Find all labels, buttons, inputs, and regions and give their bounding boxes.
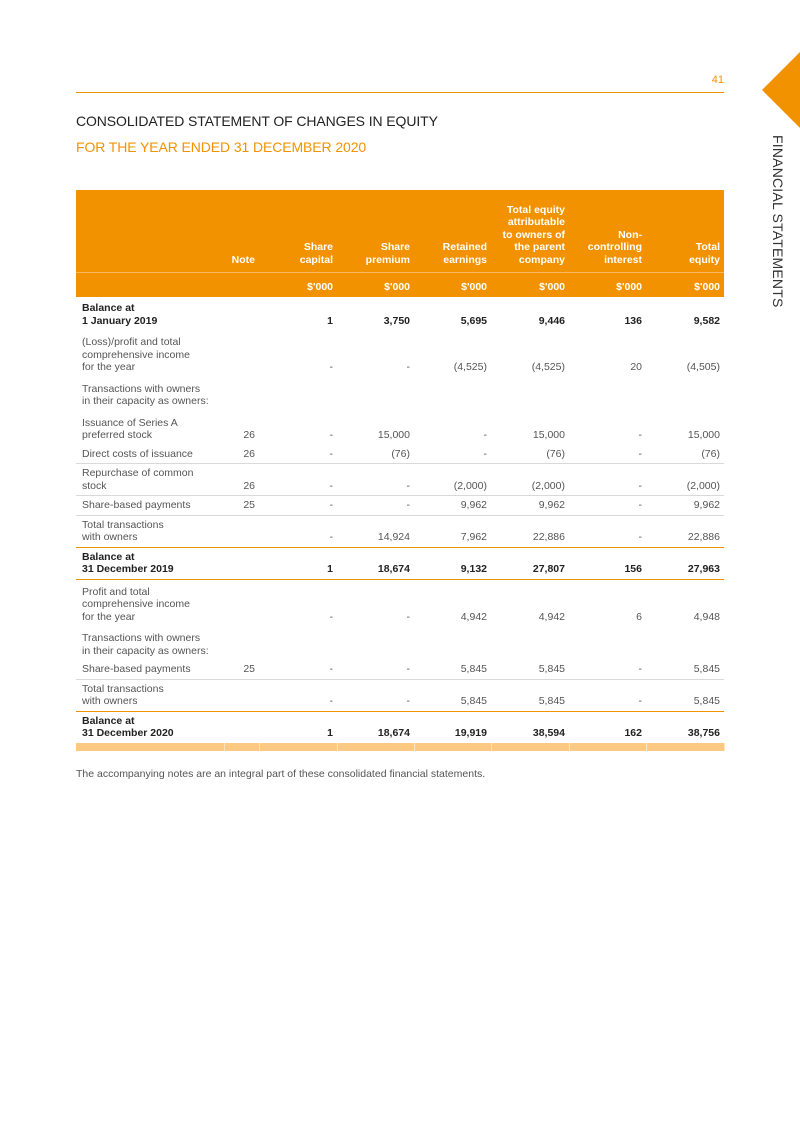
- row-value: 19,919: [454, 727, 487, 739]
- row-value: -: [259, 679, 337, 711]
- row-value: [491, 626, 569, 660]
- footnote: The accompanying notes are an integral part of these consolidated financial statements.: [76, 768, 486, 780]
- units-row: [76, 273, 724, 298]
- row-value: 9,962: [646, 496, 724, 516]
- row-value: (4,525): [453, 361, 487, 373]
- row-value: 7,962: [414, 515, 491, 547]
- page-subtitle: FOR THE YEAR ENDED 31 DECEMBER 2020: [76, 139, 367, 155]
- row-direct-costs: [76, 445, 724, 464]
- row-value: -: [259, 515, 337, 547]
- row-label: Total transactions with owners: [76, 515, 224, 547]
- row-label: Share-based payments: [76, 496, 224, 516]
- row-value: 15,000: [377, 429, 410, 441]
- header-nci: Non- controlling interest: [569, 190, 646, 273]
- row-value: 18,674: [337, 547, 414, 579]
- row-value: 9,132: [414, 547, 491, 579]
- row-label: Repurchase of common stock: [76, 464, 224, 496]
- header-share-capital: Share capital: [259, 190, 337, 273]
- row-share-based-2019: [76, 496, 724, 516]
- row-repurchase-common: [76, 464, 724, 496]
- row-value: 22,886: [646, 515, 724, 547]
- row-value: 5,845: [491, 679, 569, 711]
- row-value: -: [337, 679, 414, 711]
- row-value: (76): [491, 445, 569, 464]
- row-value: -: [329, 361, 333, 373]
- row-value: 5,845: [646, 679, 724, 711]
- row-label: Direct costs of issuance: [76, 445, 224, 464]
- row-value: 136: [624, 314, 642, 327]
- row-value: -: [569, 660, 646, 679]
- unit-cell: $'000: [337, 273, 414, 298]
- row-value: -: [259, 464, 337, 496]
- row-value: [491, 377, 569, 411]
- row-note: 26: [224, 464, 259, 496]
- row-value: 5,845: [491, 660, 569, 679]
- row-value: (76): [646, 445, 724, 464]
- row-label: Profit and total comprehensive income for the year: [82, 585, 190, 623]
- unit-cell: $'000: [491, 273, 569, 298]
- row-label: Transactions with owners in their capacity as owners:: [82, 382, 209, 407]
- row-note: [224, 330, 259, 377]
- row-label: Balance at 31 December 2019: [76, 547, 224, 579]
- row-value: [646, 377, 724, 411]
- row-value: -: [337, 464, 414, 496]
- row-note: 26: [243, 429, 255, 441]
- row-value: [646, 626, 724, 660]
- table-body: [76, 297, 724, 751]
- row-value: -: [337, 496, 414, 516]
- row-transactions-header-2020: [76, 626, 724, 660]
- row-value: 5,845: [414, 679, 491, 711]
- row-value: 4,942: [538, 610, 565, 623]
- row-value: 162: [624, 727, 642, 739]
- row-value: 9,582: [693, 314, 720, 327]
- row-note: 25: [224, 496, 259, 516]
- row-label: Share-based payments: [76, 660, 224, 679]
- row-value: 14,924: [337, 515, 414, 547]
- header-note: Note: [224, 190, 259, 273]
- row-value: 15,000: [687, 429, 720, 441]
- row-value: (2,000): [414, 464, 491, 496]
- header-label-blank: [76, 190, 224, 273]
- row-value: 3,750: [383, 314, 410, 327]
- row-value: -: [569, 515, 646, 547]
- row-value: 1: [327, 314, 333, 327]
- unit-cell: $'000: [569, 273, 646, 298]
- unit-cell: $'000: [259, 273, 337, 298]
- row-issuance-series-a: [76, 411, 724, 445]
- row-value: [414, 377, 491, 411]
- row-note: [224, 515, 259, 547]
- row-value: [569, 626, 646, 660]
- row-value: -: [569, 445, 646, 464]
- row-value: 6: [636, 610, 642, 623]
- row-label: (Loss)/profit and total comprehensive income for the year: [82, 336, 190, 373]
- corner-tab-shape: [762, 52, 800, 128]
- row-total-transactions-2019: [76, 515, 724, 547]
- header-retained-earnings: Retained earnings: [414, 190, 491, 273]
- header-total-parent: Total equity attributable to owners of the parent company: [491, 190, 569, 273]
- row-value: 4,948: [693, 610, 720, 623]
- row-share-based-2020: [76, 660, 724, 679]
- row-value: 38,594: [532, 727, 565, 739]
- row-note: [224, 711, 259, 743]
- row-value: -: [329, 610, 333, 623]
- row-value: [337, 377, 414, 411]
- row-note: 26: [224, 445, 259, 464]
- page-title: CONSOLIDATED STATEMENT OF CHANGES IN EQUITY: [76, 113, 438, 129]
- row-note: [224, 626, 259, 660]
- row-value: -: [259, 496, 337, 516]
- unit-cell: $'000: [414, 273, 491, 298]
- row-value: -: [337, 660, 414, 679]
- row-value: 20: [630, 361, 642, 373]
- row-value: 4,942: [460, 610, 487, 623]
- unit-cell: $'000: [646, 273, 724, 298]
- row-value: 22,886: [491, 515, 569, 547]
- row-value: 38,756: [687, 727, 720, 739]
- row-balance-dec-2020: [76, 711, 724, 743]
- row-value: 18,674: [377, 727, 410, 739]
- row-value: 5,695: [460, 314, 487, 327]
- row-label: Balance at 31 December 2020: [82, 714, 174, 739]
- row-label: Issuance of Series A preferred stock: [82, 416, 178, 441]
- row-balance-dec-2019: [76, 547, 724, 579]
- header-share-premium: Share premium: [337, 190, 414, 273]
- row-note: [224, 679, 259, 711]
- row-value: -: [259, 660, 337, 679]
- row-comprehensive-income-2019: [76, 330, 724, 377]
- row-value: [259, 626, 337, 660]
- row-label: Transactions with owners in their capacity as owners:: [82, 632, 209, 657]
- row-value: -: [259, 445, 337, 464]
- row-value: (76): [337, 445, 414, 464]
- page-number: 41: [711, 74, 724, 86]
- row-value: 5,845: [414, 660, 491, 679]
- row-note: [224, 579, 259, 626]
- row-value: (2,000): [646, 464, 724, 496]
- row-value: [259, 377, 337, 411]
- row-value: (4,505): [686, 361, 720, 373]
- row-value: [569, 377, 646, 411]
- row-value: [337, 626, 414, 660]
- row-value: -: [569, 464, 646, 496]
- row-value: 27,963: [646, 547, 724, 579]
- row-value: -: [569, 496, 646, 516]
- row-comprehensive-income-2020: [76, 579, 724, 626]
- row-note: [224, 377, 259, 411]
- row-transactions-header-2019: [76, 377, 724, 411]
- row-note: 25: [224, 660, 259, 679]
- row-value: [414, 626, 491, 660]
- row-value: 9,962: [491, 496, 569, 516]
- row-value: -: [406, 610, 410, 623]
- row-value: 27,807: [491, 547, 569, 579]
- row-value: -: [638, 429, 642, 441]
- row-note: [224, 547, 259, 579]
- row-label: Balance at 1 January 2019: [82, 302, 158, 327]
- section-label: FINANCIAL STATEMENTS: [770, 135, 786, 308]
- row-balance-jan-2019: [76, 297, 724, 330]
- row-value: -: [329, 429, 333, 441]
- row-label: Total transactions with owners: [76, 679, 224, 711]
- row-value: -: [406, 361, 410, 373]
- row-value: 1: [259, 547, 337, 579]
- row-value: -: [483, 429, 487, 441]
- row-value: 9,446: [538, 314, 565, 327]
- row-value: 9,962: [414, 496, 491, 516]
- header-row: [76, 190, 724, 273]
- row-value: 5,845: [646, 660, 724, 679]
- row-note: [224, 297, 259, 330]
- row-value: 1: [327, 727, 333, 739]
- row-value: (4,525): [531, 361, 565, 373]
- table-footer-band: [76, 743, 724, 751]
- header-total-equity: Total equity: [646, 190, 724, 273]
- row-value: 156: [569, 547, 646, 579]
- header-rule: [76, 92, 724, 93]
- row-value: 15,000: [532, 429, 565, 441]
- row-value: -: [414, 445, 491, 464]
- changes-in-equity-table: [76, 190, 725, 751]
- row-value: (2,000): [491, 464, 569, 496]
- row-total-transactions-2020: [76, 679, 724, 711]
- row-value: -: [569, 679, 646, 711]
